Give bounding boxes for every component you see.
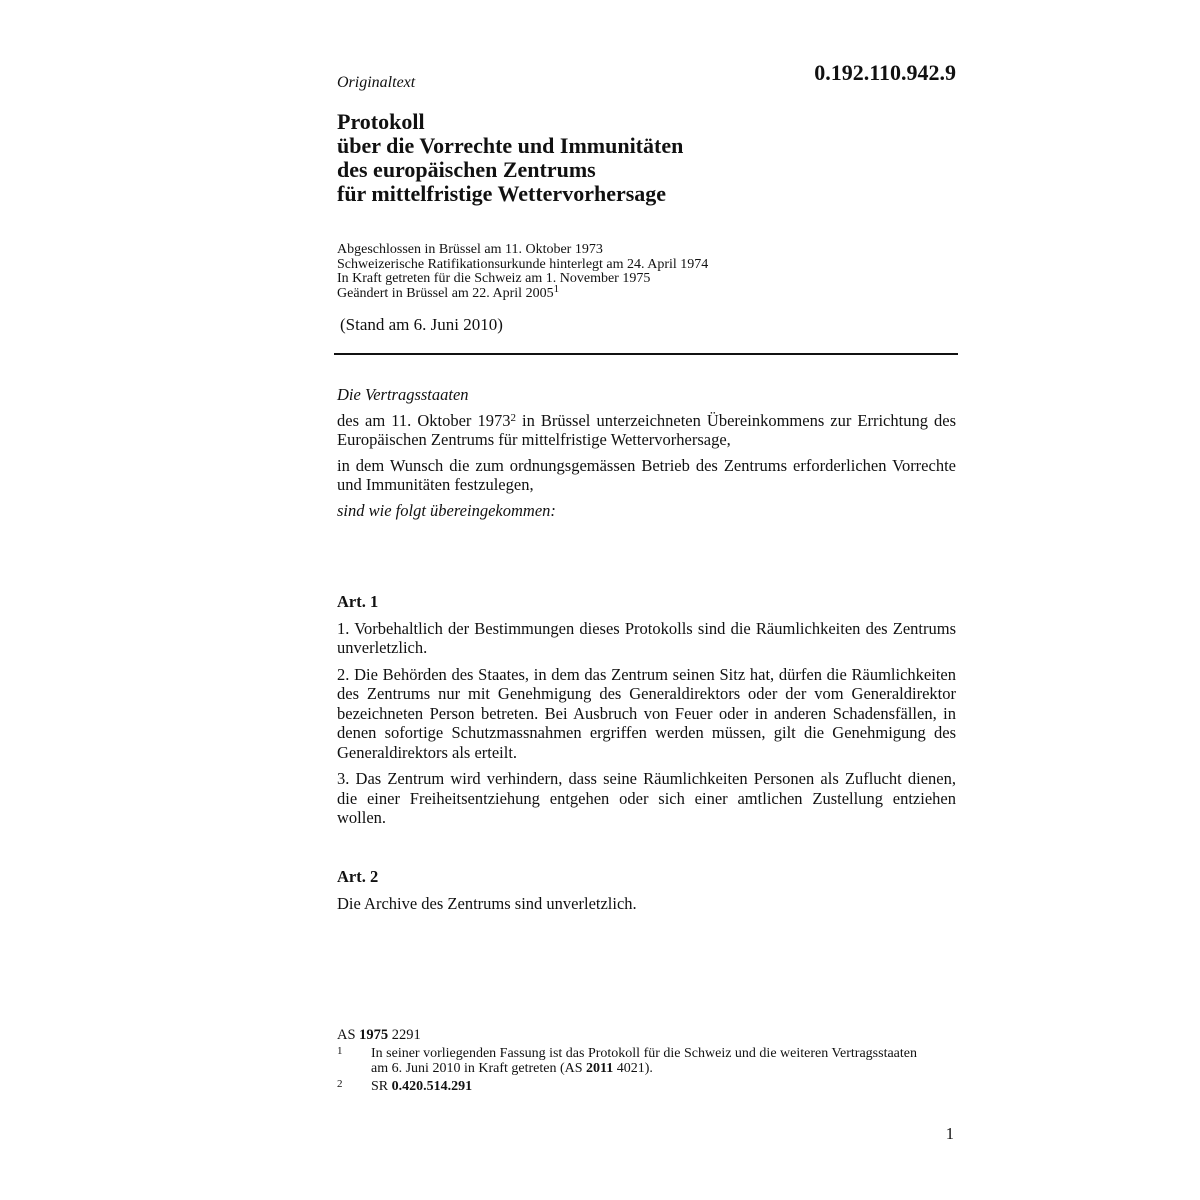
article-2: [337, 867, 956, 920]
footnote-number: 2: [337, 1078, 343, 1090]
title-line: über die Vorrechte und Immunitäten: [337, 133, 684, 158]
ratification-date: Schweizerische Ratifikationsurkunde hinterlegt am 24. April 1974: [337, 256, 709, 272]
title-line: des europäischen Zentrums: [337, 157, 596, 182]
title-line: Protokoll: [337, 109, 425, 134]
in-force-date: In Kraft getreten für die Schweiz am 1. November 1975: [337, 271, 651, 286]
amended-date: [337, 282, 957, 302]
divider: [334, 353, 958, 355]
footnote-number: 1: [337, 1045, 343, 1057]
article-heading: Art. 2: [337, 867, 379, 886]
article-paragraph: Die Archive des Zentrums sind unverletzlich.: [337, 893, 637, 913]
concluded-date: Abgeschlossen in Brüssel am 11. Oktober 1973: [337, 242, 603, 257]
document-metadata: [337, 243, 957, 301]
page-number: 1: [945, 1124, 954, 1143]
article-paragraph: 1. Vorbehaltlich der Bestimmungen dieses Protokolls sind die Räumlichkeiten des Zentrums unverletzlich.: [337, 618, 956, 657]
amended-text: Geändert in Brüssel am 22. April 2005: [337, 285, 554, 301]
preamble: [337, 385, 956, 527]
article-heading: Art. 1: [337, 592, 379, 611]
footnote-ref[interactable]: 1: [553, 282, 560, 295]
footnote-text-part: SR: [371, 1079, 392, 1094]
footnote-text: [371, 1047, 937, 1076]
as-page: 2291: [388, 1027, 421, 1043]
official-compilation-reference: [337, 1027, 421, 1044]
preamble-heading: Die Vertragsstaaten: [337, 385, 469, 404]
as-year: 1975: [359, 1027, 389, 1043]
preamble-text: des am 11. Oktober 1973: [337, 411, 511, 430]
stand-date: (Stand am 6. Juni 2010): [340, 315, 503, 334]
footnote: [337, 1080, 937, 1096]
article-1: [337, 592, 956, 835]
footnote: [337, 1047, 937, 1079]
title-line: für mittelfristige Wettervorhersage: [337, 181, 667, 206]
footnote-bold: 2011: [586, 1060, 614, 1076]
preamble-paragraph: [337, 411, 956, 449]
footnote-ref[interactable]: 2: [510, 412, 516, 424]
footnote-text: [371, 1080, 937, 1095]
preamble-paragraph: in dem Wunsch die zum ordnungsgemässen Betrieb des Zentrums erforderlichen Vorrechte und Immunitäten festzulegen,: [337, 456, 956, 494]
footnote-text-part: In seiner vorliegenden Fassung ist das Protokoll für die Schweiz und die weiteren Vertragsstaaten am 6. Juni 2010 in Kraft getreten (AS: [371, 1046, 917, 1076]
article-paragraph: 2. Die Behörden des Staates, in dem das Zentrum seinen Sitz hat, dürfen die Räumlichkeiten des Zentrums nur mit Genehmigung des Generaldirektors oder der vom Generaldirektor bezeichneten Person betreten. Bei Ausbruch von Feuer oder in anderen Schadensfällen, in denen sofortige Schutzmassnahmen ergriffen werden müssen, gilt die Genehmigung des Generaldirektors als erteilt.: [337, 664, 956, 762]
as-prefix: AS: [337, 1027, 360, 1043]
footnote-text-part: 4021).: [613, 1060, 653, 1076]
preamble-agreement: sind wie folgt übereingekommen:: [337, 501, 556, 520]
original-text-label: Originaltext: [337, 74, 416, 91]
footnote-bold[interactable]: 0.420.514.291: [391, 1079, 473, 1094]
document-title: [337, 110, 937, 206]
sr-number: 0.192.110.942.9: [814, 60, 956, 85]
preamble-text: in Brüssel unterzeichneten Übereinkommens zur Errichtung des Europäischen Zentrums für mittelfristige Wettervorhersage,: [337, 411, 957, 449]
article-paragraph: 3. Das Zentrum wird verhindern, dass seine Räumlichkeiten Personen als Zuflucht dienen, die einer Freiheitsentziehung entgehen oder sich einer amtlichen Zustellung entziehen wollen.: [337, 769, 956, 827]
